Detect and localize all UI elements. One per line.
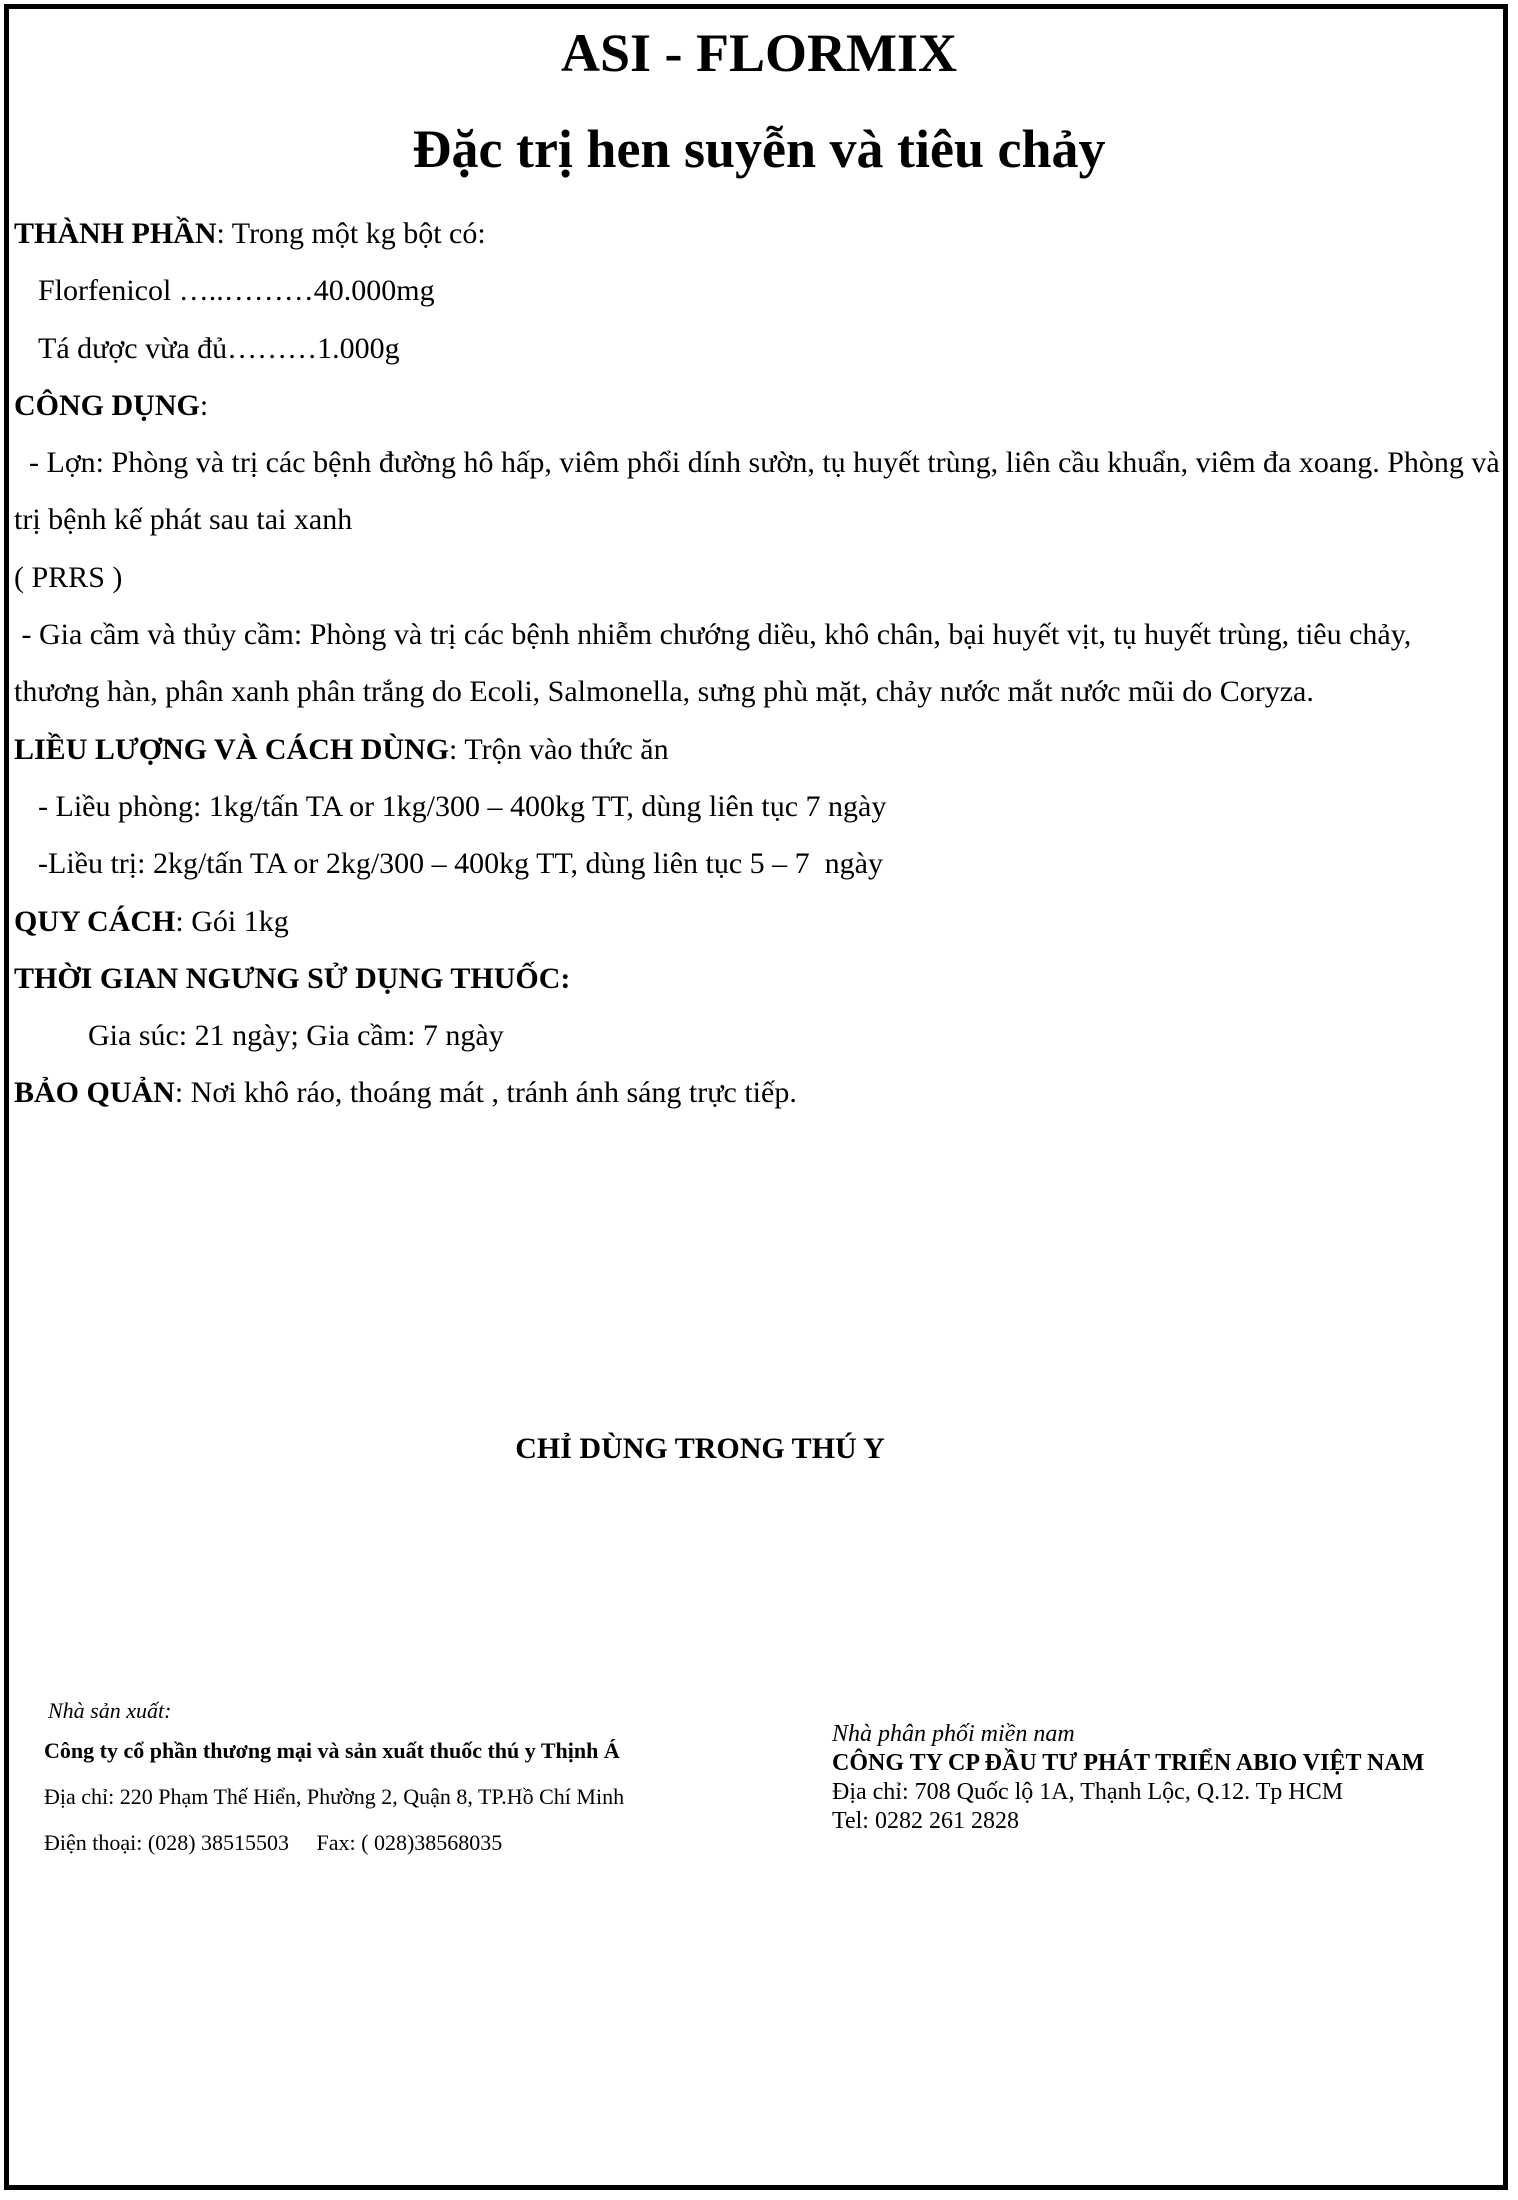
- dosage-text: : Trộn vào thức ăn: [449, 732, 669, 766]
- packing-heading: QUY CÁCH: [14, 904, 176, 938]
- distributor-block: [832, 1720, 1424, 1836]
- withdrawal-heading: THỜI GIAN NGƯNG SỬ DỤNG THUỐC:: [14, 961, 571, 995]
- distributor-address: Địa chỉ: 708 Quốc lộ 1A, Thạnh Lộc, Q.12. Tp HCM: [832, 1779, 1344, 1805]
- storage-text: : Nơi khô ráo, thoáng mát , tránh ánh sáng trực tiếp.: [174, 1076, 797, 1110]
- composition-heading: THÀNH PHẦN: [14, 217, 217, 250]
- usage-heading: CÔNG DỤNG: [14, 388, 200, 422]
- dosage-heading: LIỀU LƯỢNG VÀ CÁCH DÙNG: [14, 732, 450, 766]
- manufacturer-company: Công ty cổ phần thương mại và sản xuất thuốc thú y Thịnh Á: [44, 1738, 620, 1763]
- dosage-treat: -Liều trị: 2kg/tấn TA or 2kg/300 – 400kg TT, dùng liên tục 5 – 7 ngày: [38, 847, 883, 881]
- distributor-company: CÔNG TY CP ĐẦU TƯ PHÁT TRIỂN ABIO VIỆT NAM: [832, 1750, 1425, 1776]
- vet-only-notice: CHỈ DÙNG TRONG THÚ Y: [515, 1432, 885, 1465]
- composition-text: : Trong một kg bột có:: [216, 217, 486, 250]
- dosage-prevent: - Liều phòng: 1kg/tấn TA or 1kg/300 – 400kg TT, dùng liên tục 7 ngày: [38, 789, 887, 823]
- withdrawal-text: Gia súc: 21 ngày; Gia cầm: 7 ngày: [88, 1019, 504, 1053]
- packing-text: : Gói 1kg: [175, 904, 289, 938]
- storage-line: [14, 1064, 1504, 1121]
- composition-item: Tá dược vừa đủ………1.000g: [38, 331, 400, 365]
- manufacturer-label: Nhà sản xuất:: [48, 1698, 172, 1723]
- storage-heading: BẢO QUẢN: [14, 1076, 175, 1110]
- composition-item: Florfenicol …..………40.000mg: [38, 274, 435, 308]
- composition-line: [14, 205, 1504, 262]
- manufacturer-phone: Điện thoại: (028) 38515503 Fax: ( 028)38568035: [44, 1830, 503, 1855]
- withdrawal-line: [14, 950, 1504, 1007]
- label-body: [14, 205, 1508, 1122]
- usage-line: [14, 377, 1504, 434]
- packing-line: [14, 893, 1504, 950]
- product-title: ASI - FLORMIX: [560, 23, 957, 83]
- distributor-phone: Tel: 0282 261 2828: [832, 1808, 1019, 1834]
- product-subtitle: Đặc trị hen suyễn và tiêu chảy: [412, 119, 1106, 179]
- usage-prrs: ( PRRS ): [14, 560, 123, 594]
- manufacturer-address: Địa chỉ: 220 Phạm Thế Hiển, Phường 2, Quận 8, TP.Hồ Chí Minh: [44, 1784, 625, 1809]
- manufacturer-block: [44, 1698, 624, 1876]
- usage-poultry: - Gia cầm và thủy cầm: Phòng và trị các bệnh nhiễm chướng diều, khô chân, bại huyết vịt, tụ huyết trùng, tiêu chảy, thương hàn, phân xanh phân trắng do Ecoli, Salmonella, sưng phù mặt, chảy nước mắt nước mũi do Coryza.: [14, 618, 1419, 709]
- distributor-label: Nhà phân phối miền nam: [832, 1721, 1075, 1747]
- dosage-line: [14, 721, 1504, 778]
- usage-text: :: [199, 388, 209, 422]
- usage-pig: - Lợn: Phòng và trị các bệnh đường hô hấp, viêm phổi dính sườn, tụ huyết trùng, liên cầu khuẩn, viêm đa xoang. Phòng và trị bệnh kế phát sau tai xanh: [14, 446, 1508, 537]
